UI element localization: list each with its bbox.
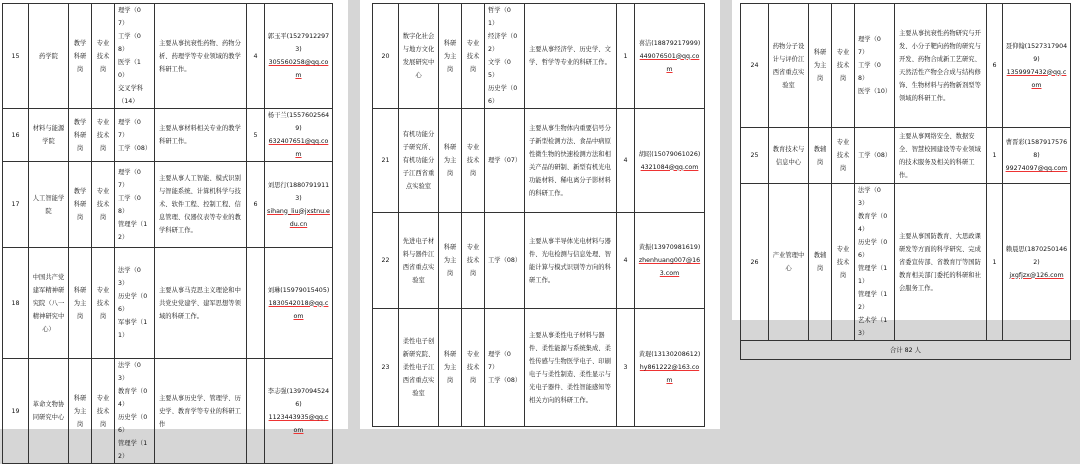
post-type: 教辅岗	[809, 184, 832, 341]
table-row	[741, 4, 1071, 128]
contact-cell	[265, 4, 333, 109]
job-description: 主要从事经济学、历史学、文学、哲学等专业的科研工作。	[525, 4, 617, 109]
contact-person: 刘琳(15979015405)	[267, 286, 330, 294]
table-row	[741, 128, 1071, 184]
table-row	[373, 4, 705, 109]
contact-cell	[265, 109, 333, 162]
contact-email[interactable]: 449076501@qq.com	[639, 52, 700, 73]
job-description: 主要从事网络安全、数据安全、智慧校园建设等专业领域的技术服务及相关的科研工作。	[895, 128, 987, 184]
recruitment-table-page-3	[740, 3, 1071, 360]
job-description: 主要从事历史学、管理学、历史学、教育学等专业的科研工作	[155, 359, 247, 464]
subject-list: 理学（07）	[485, 109, 525, 213]
unit-name: 人工智能学院	[29, 162, 69, 248]
post-type: 科研为主岗	[809, 4, 832, 128]
contact-person: 刘思行(18807919113)	[267, 181, 330, 202]
headcount: 6	[247, 162, 265, 248]
row-number: 21	[373, 109, 399, 213]
table-row	[373, 213, 705, 309]
unit-name: 药学院	[29, 4, 69, 109]
post-type: 科研为主岗	[69, 248, 92, 359]
contact-cell	[265, 248, 333, 359]
post-category: 专业技术岗	[832, 128, 855, 184]
unit-name: 先进电子材料与器件江西省重点实验室	[399, 213, 439, 309]
contact-person: 郭玉平(15279122973)	[267, 33, 330, 53]
headcount: 6	[987, 4, 1003, 128]
contact-cell	[1003, 184, 1071, 341]
row-number: 25	[741, 128, 769, 184]
contact-person: 杨干兰(15576025649)	[267, 112, 330, 132]
document-page-1	[0, 0, 348, 460]
post-type: 科研为主岗	[439, 213, 462, 309]
contact-cell	[1003, 4, 1071, 128]
headcount: 4	[247, 4, 265, 109]
post-category: 专业技术岗	[92, 162, 115, 248]
post-category: 专业技术岗	[832, 184, 855, 341]
post-type: 教辅岗	[809, 128, 832, 184]
row-number: 15	[3, 4, 29, 109]
unit-name: 药物分子设计与评价江西省重点实验室	[769, 4, 809, 128]
post-type: 教学科研岗	[69, 162, 92, 248]
row-number: 16	[3, 109, 29, 162]
contact-cell	[635, 4, 705, 109]
contact-email[interactable]: 4321084@qq.com	[640, 163, 699, 171]
headcount: 1	[617, 4, 635, 109]
row-number: 23	[373, 309, 399, 427]
unit-name: 数字化社会与地方文化发展研究中心	[399, 4, 439, 109]
table-row	[3, 162, 333, 248]
contact-email[interactable]: sihang_liu@jxstnu.edu.cn	[267, 207, 330, 228]
headcount	[247, 359, 265, 464]
row-number: 24	[741, 4, 769, 128]
recruitment-table-page-2	[372, 3, 705, 427]
total-count: 合计 82 人	[741, 341, 1071, 360]
row-number: 26	[741, 184, 769, 341]
table-row	[3, 359, 333, 464]
headcount: 1	[987, 128, 1003, 184]
contact-email[interactable]: zhenhuang007@163.com	[638, 257, 701, 277]
table-row	[3, 109, 333, 162]
post-category: 专业技术岗	[92, 4, 115, 109]
table-row	[373, 109, 705, 213]
unit-name: 材料与能源学院	[29, 109, 69, 162]
headcount: 3	[617, 309, 635, 427]
contact-person: 胡昭(15079061026)	[638, 150, 701, 158]
contact-cell	[635, 309, 705, 427]
contact-email[interactable]: hy861222@163.com	[639, 364, 700, 384]
contact-email[interactable]: jxgfjzx@126.com	[1009, 271, 1064, 279]
job-description: 主要从事抗衰性药物研究与开发、小分子靶向药物的研究与开发、药物合成新工艺研究、天然活性产物全合成与结构修饰、生物材料与药物新剂型等领域的科研工作。	[895, 4, 987, 128]
document-page-2	[360, 0, 720, 429]
unit-name: 有机功能分子研究所、有机功能分子江西省重点实验室	[399, 109, 439, 213]
post-category: 专业技术岗	[462, 309, 485, 427]
subject-list: 理学（07） 工学（08）	[485, 309, 525, 427]
total-row	[741, 341, 1071, 360]
subject-list: 法学（03） 教育学（04） 历史学（06） 管理学（12）	[115, 359, 155, 464]
row-number: 17	[3, 162, 29, 248]
contact-email[interactable]: 99274097@qq.com	[1005, 165, 1068, 172]
subject-list: 哲学（01） 经济学（02） 文学（05） 历史学（06）	[485, 4, 525, 109]
post-category: 专业技术岗	[462, 4, 485, 109]
job-description: 主要从事材料相关专业的教学科研工作。	[155, 109, 247, 162]
job-description: 主要从事马克思主义理论和中共党史党建学、建军思想等领域的科研工作。	[155, 248, 247, 359]
post-type: 科研为主岗	[439, 4, 462, 109]
contact-cell	[265, 359, 333, 464]
table-row	[373, 309, 705, 427]
unit-name: 教育技术与信息中心	[769, 128, 809, 184]
headcount: 4	[617, 213, 635, 309]
subject-list: 工学（08）	[485, 213, 525, 309]
subject-list: 法学（03） 历史学（06） 军事学（11）	[115, 248, 155, 359]
unit-name: 革命文物协同研究中心	[29, 359, 69, 464]
contact-cell	[635, 213, 705, 309]
headcount: 5	[247, 109, 265, 162]
headcount: 1	[987, 184, 1003, 341]
contact-person: 曹晋彩(15879175768)	[1005, 139, 1068, 159]
contact-person: 黄振(13970981619)	[638, 244, 701, 251]
recruitment-table-page-1	[2, 3, 333, 464]
unit-name: 中国共产党建军精神研究院（八一精神研究中心）	[29, 248, 69, 359]
contact-person: 聂仰翰(15273179049)	[1005, 42, 1068, 63]
post-type: 科研为主岗	[439, 309, 462, 427]
subject-list: 工学（08）	[855, 128, 895, 184]
post-type: 教学科研岗	[69, 109, 92, 162]
contact-email[interactable]: 1123443935@qq.com	[268, 414, 329, 434]
job-description: 主要从事半导体光电材料与器件、光电检测与信息处理、智能计算与模式识别等方向的科研工作。	[525, 213, 617, 309]
contact-cell	[635, 109, 705, 213]
job-description: 主要从事生物体内重要信号分子新型检测方法、食品中病原性微生物的快速检测方法和相关产品的研制、新型有机光电功能材料、稀电离分子影材料的科研工作。	[525, 109, 617, 213]
post-category: 专业技术岗	[832, 4, 855, 128]
post-type: 教学科研岗	[69, 4, 92, 109]
job-description: 主要从事柔性电子材料与器件、柔性能源与系统集成、柔性传感与生物医学电子、印刷电子与柔性制造、柔性显示与光电子器件、柔性智能感知等相关方向的科研工作。	[525, 309, 617, 427]
unit-name: 柔性电子创新研究院、柔性电子江西省重点实验室	[399, 309, 439, 427]
contact-email[interactable]: 305560258@qq.com	[268, 59, 329, 79]
document-page-3	[732, 0, 1080, 354]
contact-email[interactable]: 632407651@qq.com	[268, 138, 329, 158]
post-category: 专业技术岗	[92, 248, 115, 359]
contact-cell	[1003, 128, 1071, 184]
row-number: 20	[373, 4, 399, 109]
subject-list: 理学（07） 工学（08） 管理学（12）	[115, 162, 155, 248]
post-category: 专业技术岗	[462, 213, 485, 309]
contact-person: 喜洁(18879217999)	[638, 39, 701, 47]
headcount	[247, 248, 265, 359]
table-row	[3, 4, 333, 109]
table-row	[741, 184, 1071, 341]
subject-list: 理学（07） 工学（08） 医学（10）	[855, 4, 895, 128]
post-category: 专业技术岗	[462, 109, 485, 213]
subject-list: 理学（07） 工学（08）	[115, 109, 155, 162]
post-type: 科研为主岗	[439, 109, 462, 213]
contact-person: 李志强(13970945246)	[267, 388, 330, 408]
post-type: 科研为主岗	[69, 359, 92, 464]
row-number: 19	[3, 359, 29, 464]
row-number: 18	[3, 248, 29, 359]
contact-email[interactable]: 1359997432@qq.com	[1006, 68, 1067, 89]
contact-person: 赖晨思(18702501462)	[1005, 245, 1068, 266]
job-description: 主要从事抗衰性药物、药物分析、药理学等专业领域的教学科研工作。	[155, 4, 247, 109]
contact-email[interactable]: 1830542018@qq.com	[268, 299, 329, 320]
subject-list: 理学（07） 工学（08） 医学（10） 交叉学科 （14）	[115, 4, 155, 109]
job-description: 主要从事国防教育、大思政课研发等方面的科学研究、完成省委宣传部、省教育厅等国防教育相关部门委托的科研和社会服务工作。	[895, 184, 987, 341]
unit-name: 产业管理中心	[769, 184, 809, 341]
post-category: 专业技术岗	[92, 109, 115, 162]
row-number: 22	[373, 213, 399, 309]
job-description: 主要从事人工智能、模式识别与智能系统、计算机科学与技术、软件工程、控制工程、信息管理、仪器仪表等专业的教学科研工作。	[155, 162, 247, 248]
post-category: 专业技术岗	[92, 359, 115, 464]
headcount: 4	[617, 109, 635, 213]
contact-cell	[265, 162, 333, 248]
subject-list: 法学（03） 教育学（04） 历史学（06） 管理学（11） 管理学（12） 艺术学（13）	[855, 184, 895, 341]
table-row	[3, 248, 333, 359]
contact-person: 黄琨(13130208612)	[638, 351, 701, 358]
